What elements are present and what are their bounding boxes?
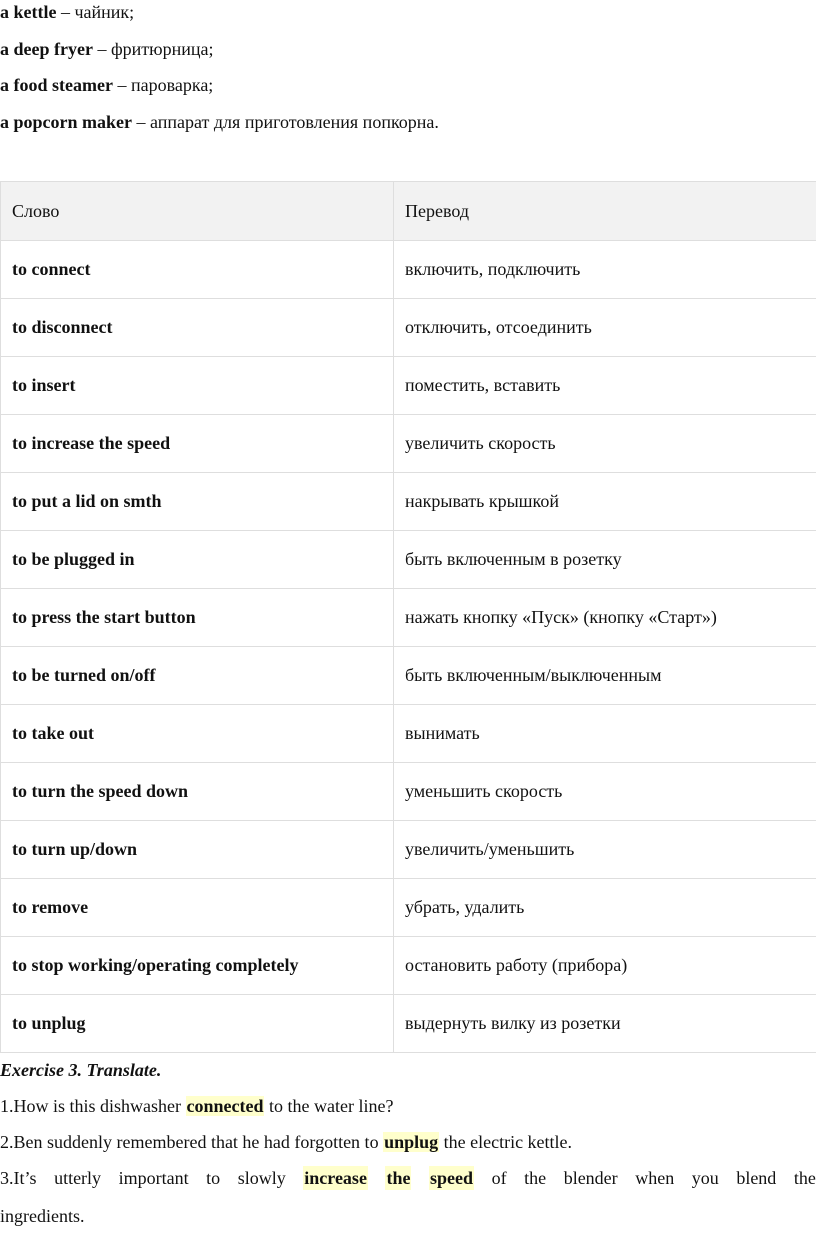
sentence-2 [0,1130,572,1154]
intro-translation: чайник; [74,2,135,22]
sentence-word: of [491,1168,507,1188]
sentence-word: blender [563,1168,618,1188]
intro-translation: пароварка; [130,75,214,95]
table-row [1,879,816,937]
header-word: Слово [1,182,394,241]
word-cell: to be turned on/off [1,647,394,705]
translation-cell: остановить работу (прибора) [394,937,816,995]
word-cell: to take out [1,705,394,763]
table-row [1,531,816,589]
intro-translation: фритюрница; [110,39,214,59]
exercise-title: Exercise 3. Translate. [0,1060,162,1080]
sentence-word: 3.It’s [0,1168,37,1188]
header-translation: Перевод [394,182,816,241]
sentence-word: blend [736,1168,777,1188]
word-cell: to turn the speed down [1,763,394,821]
table-row [1,415,816,473]
intro-item [0,110,439,134]
intro-term: a kettle [0,2,57,22]
word-cell: to be plugged in [1,531,394,589]
sentence-text: to the water line? [264,1096,394,1116]
intro-item [0,73,213,97]
highlighted-term: speed [430,1168,474,1188]
word-cell: to turn up/down [1,821,394,879]
translation-cell: отключить, отсоединить [394,299,816,357]
translation-cell: увеличить скорость [394,415,816,473]
table-row [1,821,816,879]
vocabulary-table [0,181,816,1053]
table-row [1,647,816,705]
translation-cell: убрать, удалить [394,879,816,937]
sentence-word: when [635,1168,675,1188]
translation-cell: нажать кнопку «Пуск» (кнопку «Старт») [394,589,816,647]
translation-cell: выдернуть вилку из розетки [394,995,816,1053]
table-row [1,937,816,995]
translation-cell: накрывать крышкой [394,473,816,531]
sentence-word: important [118,1168,189,1188]
highlighted-term: connected [186,1096,264,1116]
intro-term: a popcorn maker [0,112,132,132]
intro-dash: – [92,39,111,59]
table-row [1,705,816,763]
table-row [1,241,816,299]
sentence-word: you [691,1168,719,1188]
translation-cell: увеличить/уменьшить [394,821,816,879]
intro-term: a deep fryer [0,39,93,59]
table-row [1,589,816,647]
word-cell: to disconnect [1,299,394,357]
translation-cell: уменьшить скорость [394,763,816,821]
word-cell: to increase the speed [1,415,394,473]
sentence-word: to [206,1168,221,1188]
intro-dash: – [132,112,150,132]
sentence-word: the [524,1168,547,1188]
translation-cell: вынимать [394,705,816,763]
word-cell: to put a lid on smth [1,473,394,531]
sentence-3-continuation: ingredients. [0,1206,85,1226]
intro-item [0,37,213,61]
intro-item [0,0,134,24]
translation-cell: быть включенным/выключенным [394,647,816,705]
table-row [1,473,816,531]
sentence-text: the electric kettle. [439,1132,573,1152]
word-cell: to remove [1,879,394,937]
translation-cell: поместить, вставить [394,357,816,415]
sentence-word: the [793,1168,816,1188]
table-row [1,763,816,821]
table-row [1,995,816,1053]
translation-cell: включить, подключить [394,241,816,299]
highlighted-term: the [386,1168,411,1188]
sentence-text: 1.How is this dishwasher [0,1096,186,1116]
word-cell: to connect [1,241,394,299]
intro-translation: аппарат для приготовления попкорна. [150,112,439,132]
intro-term: a food steamer [0,75,113,95]
word-cell: to stop working/operating completely [1,937,394,995]
word-cell: to insert [1,357,394,415]
highlighted-term: increase [304,1168,367,1188]
sentence-text: 2.Ben suddenly remembered that he had forgotten to [0,1132,384,1152]
table-row [1,299,816,357]
table-header-row [1,182,816,241]
sentence-3 [0,1166,816,1190]
sentence-word: slowly [237,1168,286,1188]
sentence-word: utterly [54,1168,102,1188]
intro-dash: – [56,2,75,22]
highlighted-term: unplug [384,1132,439,1152]
word-cell: to press the start button [1,589,394,647]
word-cell: to unplug [1,995,394,1053]
sentence-1 [0,1094,393,1118]
table-row [1,357,816,415]
intro-dash: – [112,75,131,95]
translation-cell: быть включенным в розетку [394,531,816,589]
